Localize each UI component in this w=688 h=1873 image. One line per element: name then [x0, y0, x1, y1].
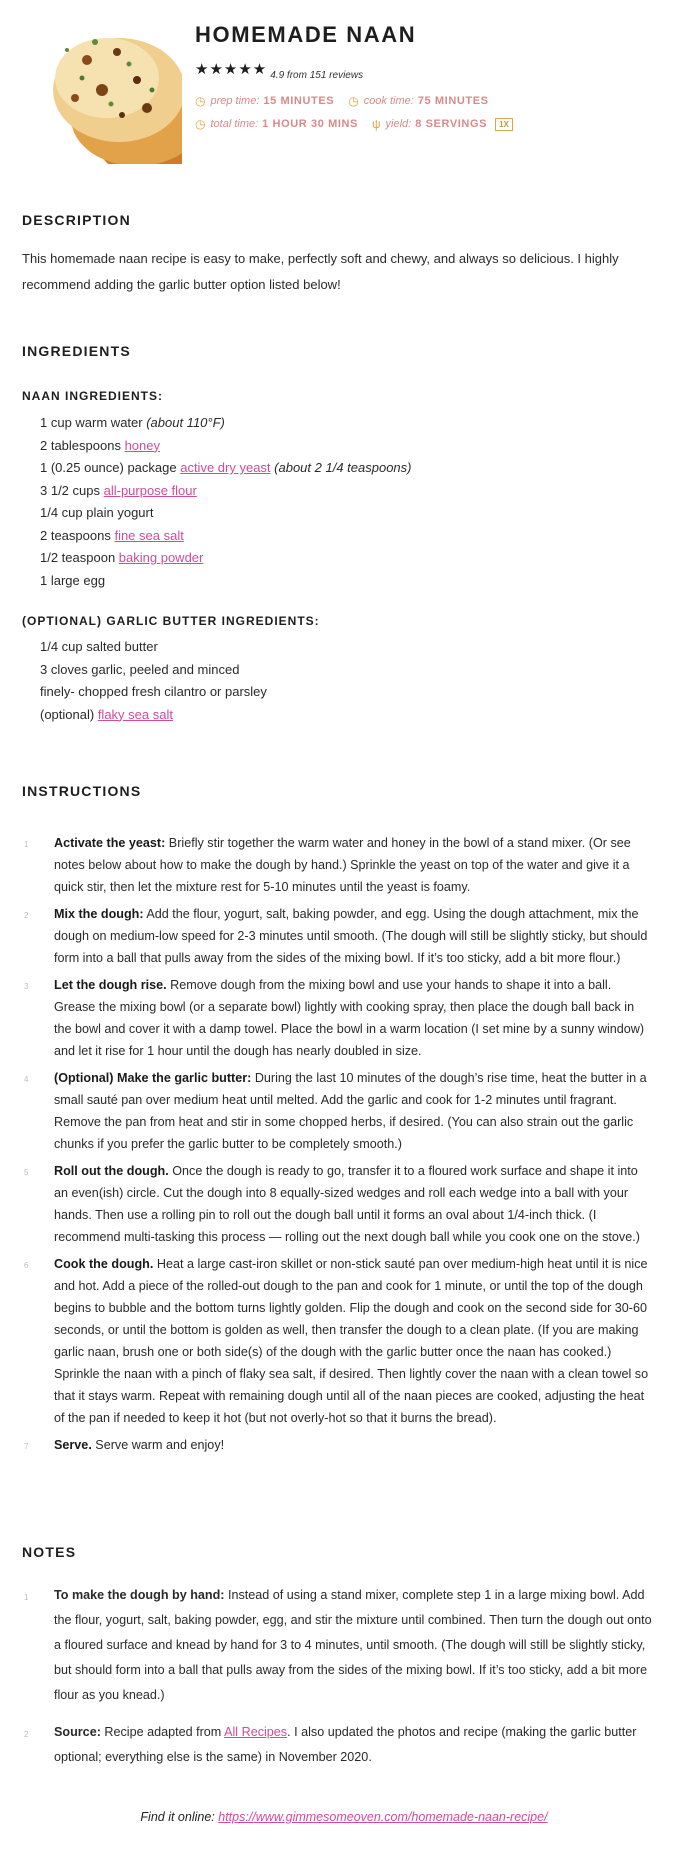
- yield-value: 8 SERVINGS: [415, 118, 488, 130]
- garlic-butter-heading: (OPTIONAL) GARLIC BUTTER INGREDIENTS:: [22, 614, 320, 628]
- ingredients-heading: INGREDIENTS: [22, 343, 131, 359]
- note-item: 2 Source: Recipe adapted from All Recipes. I also updated the photos and recipe (making the garlic butter optional; everything else is the same) in November 2020.: [24, 1725, 637, 1764]
- instruction-step: 2 Mix the dough: Add the flour, yogurt, salt, baking powder, and egg. Using the dough attachment, mix the dough on medium-low speed for 2-3 minutes until smooth. (The dough will still be slightly sticky, but should form into a ball that pulls away from the sides of the mixing bowl. If it’s too sticky, add a bit more flour.): [24, 907, 648, 965]
- rating-text: 4.9 from 151 reviews: [270, 70, 364, 81]
- instruction-steps: [24, 832, 654, 1461]
- ingredient-item: (optional) flaky sea salt: [40, 706, 173, 722]
- ingredient-item: 2 tablespoons honey: [40, 437, 160, 453]
- baking-powder-link[interactable]: baking powder: [118, 550, 204, 565]
- ingredient-item: 1/4 cup salted butter: [40, 639, 158, 654]
- naan-photo: [47, 20, 182, 164]
- notes-heading: NOTES: [22, 1544, 77, 1560]
- garlic-ingredient-list: [40, 636, 267, 726]
- cook-time-label: cook time:: [363, 95, 414, 107]
- total-time-value: 1 HOUR 30 MINS: [262, 118, 358, 130]
- naan-ingredient-list: [40, 412, 411, 592]
- total-time-label: total time:: [210, 118, 259, 130]
- instruction-step: 4 (Optional) Make the garlic butter: During the last 10 minutes of the dough’s rise time, heat the butter in a small sauté pan over medium heat until melted. Add the garlic and cook for 1-2 minutes until fragrant. Remove the pan from heat and stir in some chopped herbs, if desired. (You can also strain out the garlic chunks if you prefer the garlic butter to be completely smooth.): [24, 1071, 647, 1151]
- find-online-label: Find it online:: [140, 1810, 219, 1824]
- yeast-link[interactable]: active dry yeast: [180, 460, 271, 475]
- recipe-title: HOMEMADE NAAN: [195, 22, 417, 47]
- yield-label: yield:: [385, 118, 412, 130]
- ingredient-item: finely- chopped fresh cilantro or parsley: [40, 684, 267, 699]
- prep-time-value: 15 MINUTES: [263, 95, 335, 107]
- flaky-salt-link[interactable]: flaky sea salt: [97, 706, 173, 722]
- naan-ingredients-heading: NAAN INGREDIENTS:: [22, 389, 164, 403]
- ingredient-item: 1 large egg: [40, 572, 106, 588]
- yield-multiplier-button[interactable]: 1X: [495, 118, 513, 131]
- rating: [195, 61, 364, 81]
- instruction-step: 3 Let the dough rise. Remove dough from the mixing bowl and use your hands to shape it into a ball. Grease the mixing bowl (or a separate bowl) lightly with cooking spray, then place the dough ball back in the bowl and cover it with a damp towel. Place the bowl in a warm location (I set mine by a sunny window) and let it rise for 1 hour until the dough has nearly doubled in size.: [24, 978, 645, 1058]
- ingredient-item: 3 1/2 cups all-purpose flour: [40, 482, 197, 498]
- clock-icon: ◷: [195, 117, 206, 131]
- time-row-2: [195, 117, 513, 131]
- instruction-step: 6 Cook the dough. Heat a large cast-iron skillet or non-stick sauté pan over medium-high heat until it is nice and hot. Add a piece of the rolled-out dough to the pan and cook for 1 minute, or until the top of the dough begins to bubble and the bottom turns lightly golden. Flip the dough and cook on the second side for 30-60 seconds, or until the bottom is golden as well, then transfer the dough to a clean plate. (If you are making garlic naan, brush one or both side(s) of the dough with the garlic butter once the naan has cooked.) Sprinkle the naan with a pinch of flaky sea salt, if desired. Then lightly cover the naan with a clean towel so that it stays warm. Repeat with remaining dough until all of the naan pieces are cooked, adjusting the heat of the pan if needed to keep it hot (but not overly-hot so that it burns the bread).: [24, 1257, 649, 1425]
- all-recipes-link[interactable]: All Recipes: [224, 1725, 288, 1739]
- cook-time-value: 75 MINUTES: [417, 95, 489, 107]
- note-item: 1 To make the dough by hand: Instead of using a stand mixer, complete step 1 in a large mixing bowl. Add the flour, yogurt, salt, baking powder, egg, and stir the mixture until combined. Then turn the dough out onto a floured surface and knead by hand for 3 to 4 minutes, until smooth. (The dough will still be slightly sticky, but should form into a ball that pulls away from the sides of the mixing bowl. If it’s too sticky, add a bit more flour as you knead.): [24, 1588, 652, 1702]
- footer: [0, 1810, 688, 1824]
- prep-time-label: prep time:: [210, 95, 260, 107]
- notes-list: [24, 1583, 654, 1782]
- instruction-step: 1 Activate the yeast: Briefly stir together the warm water and honey in the bowl of a stand mixer. (Or see notes below about how to make the dough by hand.) Sprinkle the yeast on top of the water and give it a quick stir, then let the mixture rest for 5-10 minutes until the yeast is foamy.: [24, 836, 631, 894]
- recipe-url-link[interactable]: https://www.gimmesomeoven.com/homemade-naan-recipe/: [218, 1810, 548, 1824]
- flour-link[interactable]: all-purpose flour: [103, 482, 197, 498]
- ingredient-item: 1 cup warm water (about 110°F): [40, 415, 225, 430]
- ingredient-item: 1/2 teaspoon baking powder: [40, 550, 204, 565]
- description-text: This homemade naan recipe is easy to make, perfectly soft and chewy, and always so delicious. I highly recommend adding the garlic butter option listed below!: [22, 251, 619, 292]
- ingredient-item: 1 (0.25 ounce) package active dry yeast (about 2 1/4 teaspoons): [40, 460, 412, 475]
- salt-link[interactable]: fine sea salt: [114, 527, 184, 543]
- time-row-1: [195, 94, 503, 108]
- ingredient-item: 1/4 cup plain yogurt: [40, 505, 154, 520]
- instructions-heading: INSTRUCTIONS: [22, 783, 142, 799]
- utensils-icon: ψ: [371, 117, 381, 131]
- honey-link[interactable]: honey: [124, 437, 160, 453]
- instruction-step: 5 Roll out the dough. Once the dough is ready to go, transfer it to a floured work surface and shape it into an even(ish) circle. Cut the dough into 8 equally-sized wedges and roll each wedge into a ball with your hands. Then use a rolling pin to roll out the dough ball until it forms an oval about 1/4-inch thick. (I recommend multi-tasking this process — rolling out the next dough ball while you cook one on the stove.): [24, 1164, 640, 1244]
- instruction-step: 7 Serve. Serve warm and enjoy!: [24, 1438, 225, 1452]
- description-heading: DESCRIPTION: [22, 212, 131, 228]
- ingredient-item: 3 cloves garlic, peeled and minced: [40, 661, 240, 677]
- clock-icon: ◷: [195, 94, 206, 108]
- rating-stars[interactable]: ★★★★★: [195, 61, 268, 78]
- clock-icon: ◷: [348, 94, 359, 108]
- ingredient-item: 2 teaspoons fine sea salt: [40, 527, 184, 543]
